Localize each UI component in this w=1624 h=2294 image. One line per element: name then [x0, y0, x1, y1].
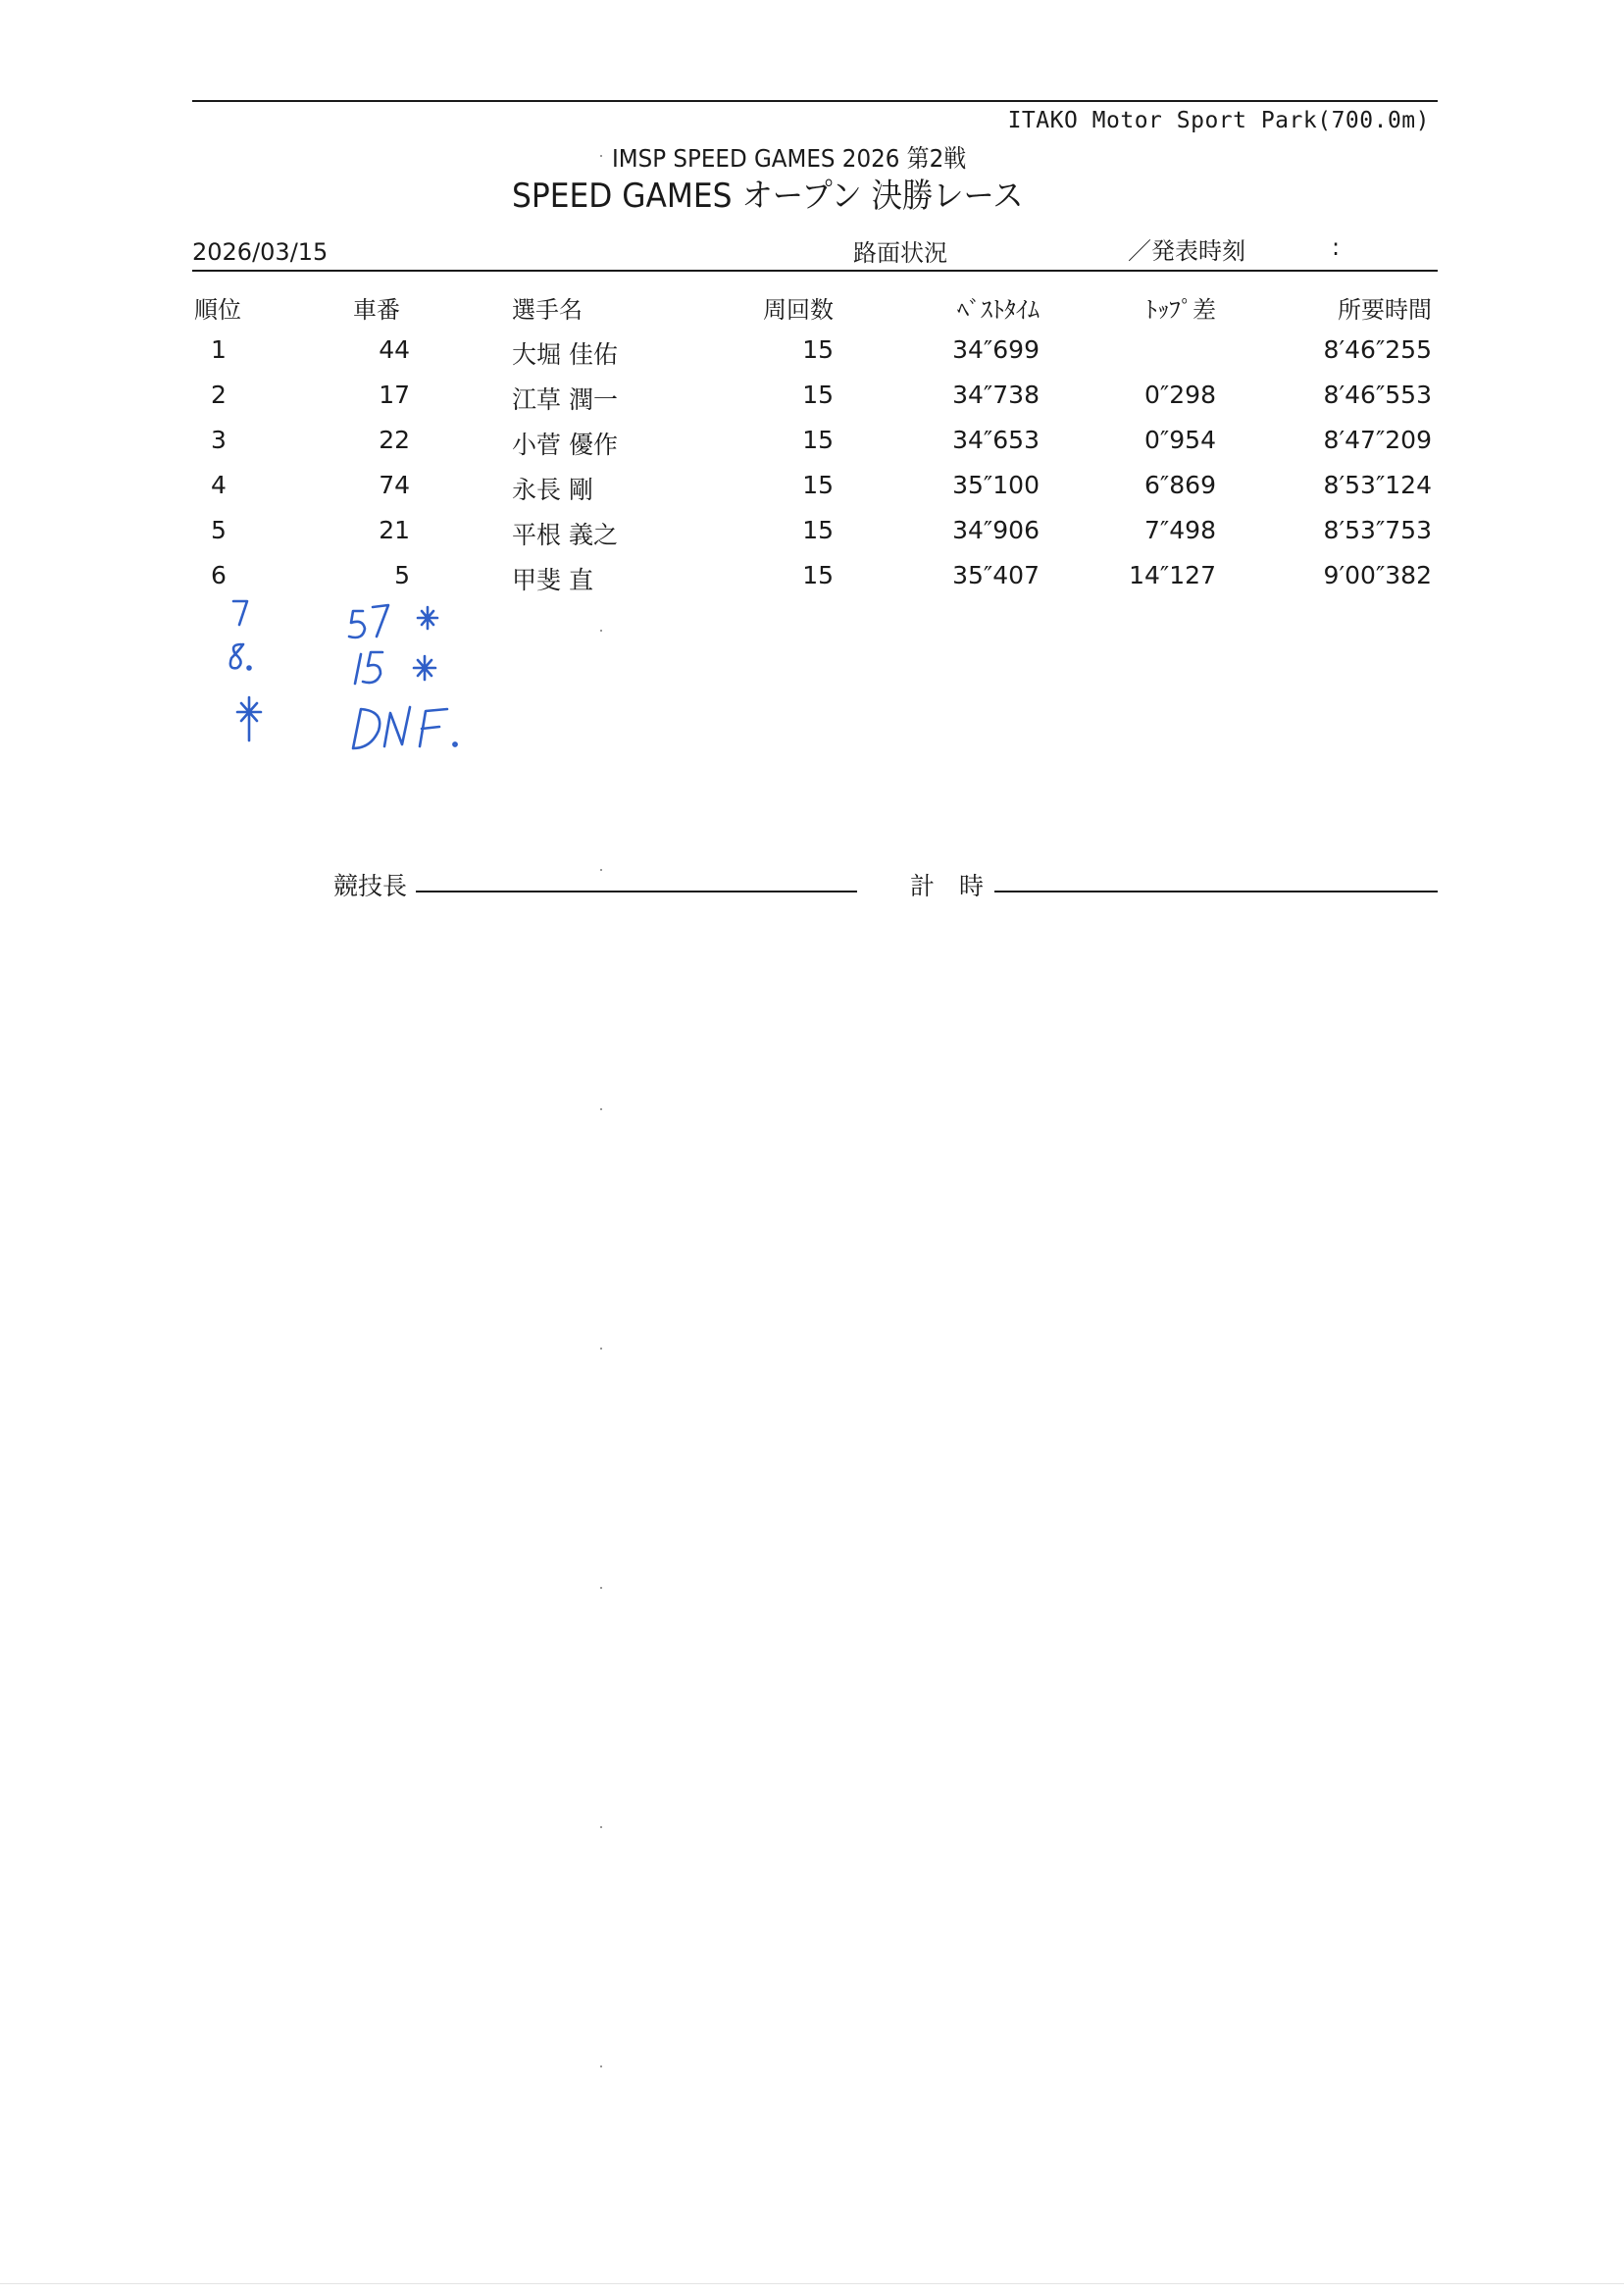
- cell-driver-name: 永長 剛: [512, 476, 593, 504]
- chief-steward-signature-line: [416, 891, 857, 892]
- cell-driver-name: 甲斐 直: [512, 566, 593, 594]
- cell-gap: 0″954: [1144, 426, 1216, 454]
- cell-total-time: 8′46″553: [1323, 381, 1432, 409]
- announce-time-colon: :: [1332, 233, 1341, 261]
- hand-car-57-5: [349, 611, 365, 637]
- cell-total-time: 8′47″209: [1323, 426, 1432, 454]
- scan-speck: [600, 1348, 602, 1350]
- cell-best-time: 35″100: [952, 471, 1040, 499]
- cell-position: 1: [211, 335, 227, 364]
- venue-name: ITAKO Motor Sport Park(700.0m): [1007, 108, 1430, 133]
- cell-car-number: 22: [379, 426, 410, 454]
- hand-note-mark-2: [414, 656, 435, 680]
- cell-laps: 15: [802, 471, 834, 499]
- scan-speck: [600, 630, 602, 632]
- cell-driver-name: 江草 潤一: [512, 385, 618, 414]
- col-header-best-time: ﾍﾞｽﾄﾀｲﾑ: [957, 296, 1040, 324]
- cell-total-time: 8′53″124: [1323, 471, 1432, 499]
- cell-laps: 15: [802, 561, 834, 589]
- cell-car-number: 5: [394, 561, 410, 589]
- cell-gap: 0″298: [1144, 381, 1216, 409]
- hand-car-15-5: [363, 652, 382, 683]
- cell-position: 6: [211, 561, 227, 589]
- hand-dnf-D: [353, 709, 380, 748]
- cell-car-number: 74: [379, 471, 410, 499]
- cell-position: 3: [211, 426, 227, 454]
- cell-best-time: 34″738: [952, 381, 1040, 409]
- race-date: 2026/03/15: [192, 238, 329, 266]
- hand-note-mark-3: [237, 697, 261, 740]
- timing-label: 計 時: [910, 872, 985, 900]
- race-title: SPEED GAMES オープン 決勝レース: [512, 177, 1024, 216]
- cell-best-time: 34″653: [952, 426, 1040, 454]
- col-header-car-number: 車番: [353, 296, 400, 324]
- hand-car-57-7: [373, 605, 388, 637]
- cell-driver-name: 平根 義之: [512, 521, 618, 549]
- cell-driver-name: 大堀 佳佑: [512, 340, 618, 369]
- cell-best-time: 34″906: [952, 516, 1040, 544]
- scan-speck: [600, 2065, 602, 2067]
- hand-pos-7: [233, 601, 247, 625]
- hand-dnf-N: [384, 707, 410, 746]
- hand-car-15-1: [355, 654, 361, 684]
- scan-edge: [0, 2283, 1624, 2284]
- cell-best-time: 34″699: [952, 335, 1040, 364]
- cell-laps: 15: [802, 426, 834, 454]
- hand-note-mark-1: [418, 607, 437, 629]
- col-header-total-time: 所要時間: [1338, 296, 1432, 324]
- cell-position: 2: [211, 381, 227, 409]
- timing-signature-line: [994, 891, 1438, 892]
- col-header-gap: ﾄｯﾌﾟ差: [1145, 296, 1216, 324]
- hand-pos-8: [230, 644, 243, 668]
- cell-laps: 15: [802, 516, 834, 544]
- header-bottom-rule: [192, 270, 1438, 272]
- cell-position: 5: [211, 516, 227, 544]
- cell-driver-name: 小菅 優作: [512, 431, 618, 459]
- handwritten-notes: [216, 593, 510, 770]
- cell-car-number: 17: [379, 381, 410, 409]
- cell-gap: 14″127: [1129, 561, 1216, 589]
- cell-total-time: 8′53″753: [1323, 516, 1432, 544]
- cell-position: 4: [211, 471, 227, 499]
- announce-time-label: ／発表時刻: [1128, 237, 1245, 265]
- cell-car-number: 44: [379, 335, 410, 364]
- surface-condition-label: 路面状況: [853, 239, 947, 267]
- hand-dnf-F: [420, 709, 447, 746]
- cell-total-time: 8′46″255: [1323, 335, 1432, 364]
- scan-speck: [600, 155, 602, 157]
- cell-gap: 6″869: [1144, 471, 1216, 499]
- scan-speck: [600, 1826, 602, 1828]
- cell-laps: 15: [802, 335, 834, 364]
- scan-speck: [600, 869, 602, 871]
- cell-total-time: 9′00″382: [1323, 561, 1432, 589]
- chief-steward-label: 競技長: [333, 872, 408, 900]
- cell-best-time: 35″407: [952, 561, 1040, 589]
- cell-gap: 7″498: [1144, 516, 1216, 544]
- cell-car-number: 21: [379, 516, 410, 544]
- col-header-position: 順位: [194, 296, 241, 324]
- scan-speck: [600, 1587, 602, 1589]
- event-title: IMSP SPEED GAMES 2026 第2戦: [612, 144, 967, 173]
- col-header-driver: 選手名: [512, 296, 583, 324]
- header-top-rule: [192, 100, 1438, 102]
- scan-speck: [600, 1108, 602, 1110]
- cell-laps: 15: [802, 381, 834, 409]
- col-header-laps: 周回数: [763, 296, 834, 324]
